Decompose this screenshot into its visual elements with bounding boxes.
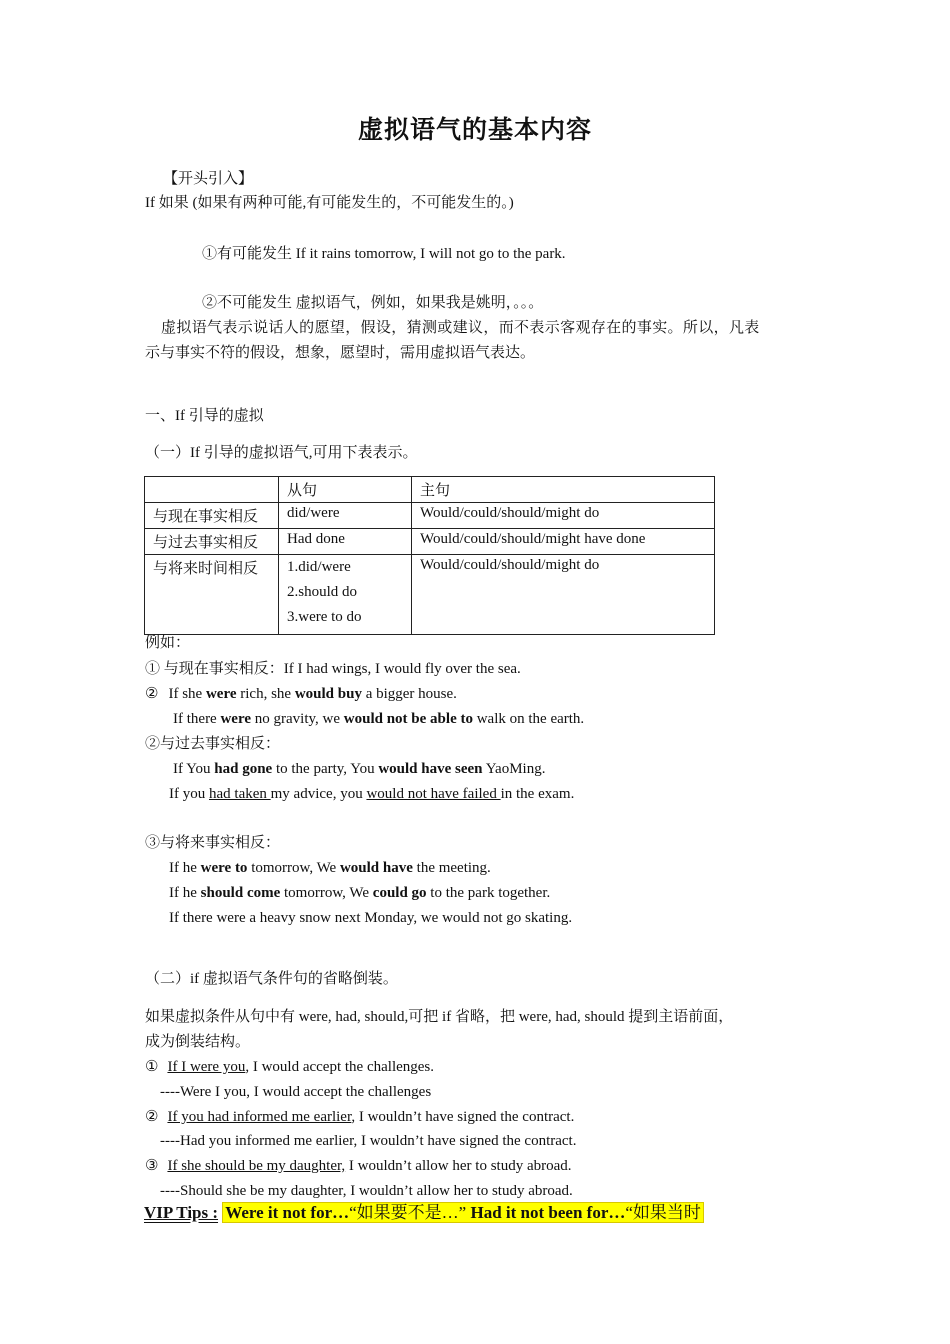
example-8: If there were a heavy snow next Monday, we would not go skating. [169, 910, 573, 926]
table-cell-main: Would/could/should/might do [412, 555, 715, 635]
text-run: , I wouldn’t have signed the contract. [351, 1109, 575, 1125]
vip-tips [144, 1202, 704, 1224]
example-6 [169, 859, 491, 877]
item-number: ② [145, 1109, 159, 1125]
example-7 [169, 884, 550, 902]
text-run: rich, she [236, 686, 295, 702]
text-run: in the exam. [500, 786, 575, 802]
page-title: 虚拟语气的基本内容 [357, 117, 592, 144]
future-heading: ③与将来事实相反： [145, 835, 281, 851]
example-4 [173, 760, 545, 778]
past-heading: ②与过去事实相反： [145, 736, 281, 752]
text-run: “如果要不是…” [349, 1203, 471, 1222]
table-cell-clause: did/were [279, 503, 412, 529]
underlined-run: had taken [209, 786, 271, 802]
bold-run: could go [372, 885, 427, 901]
inversion-result-2: ----Had you informed me earlier, I wouldn’t have signed the contract. [160, 1133, 577, 1149]
text-run: If there [173, 711, 221, 727]
section2-desc-line1: 如果虚拟条件从句中有 were, had, should,可把 if 省略，把 were, had, should 提到主语前面， [145, 1009, 734, 1025]
intro-heading: 【开头引入】 [163, 171, 254, 187]
bold-run: Had it not been for… [470, 1203, 626, 1222]
vip-tips-highlight [222, 1202, 704, 1223]
table-cell-clause: Had done [279, 529, 412, 555]
clause-option: 2.should do [287, 584, 358, 600]
text-run: a bigger house. [361, 686, 457, 702]
inversion-result-1: ----Were I you, I would accept the challenges [160, 1084, 432, 1100]
table-cell-clause [279, 555, 412, 635]
table-cell-main: Would/could/should/might do [412, 503, 715, 529]
table-header-cell: 从句 [279, 477, 412, 503]
intro-if-line: If 如果 (如果有两种可能,有可能发生的，不可能发生的。) [145, 195, 514, 211]
table-cell-type: 与过去事实相反 [145, 529, 279, 555]
text-run: walk on the earth. [472, 711, 585, 727]
text-run: , I would accept the challenges. [245, 1059, 435, 1075]
bold-run: should come [200, 885, 281, 901]
inversion-result-3: ----Should she be my daughter, I wouldn’t allow her to study abroad. [160, 1183, 573, 1199]
text-run: to the park together. [426, 885, 551, 901]
section1-sub-heading: （一）If 引导的虚拟语气,可用下表表示。 [145, 445, 418, 461]
bold-run: would have seen [378, 761, 483, 777]
bold-run: Were it not for… [225, 1203, 350, 1222]
bold-run: would not be able to [343, 711, 473, 727]
example-number: ② [145, 686, 159, 702]
table-row [145, 529, 715, 555]
intro-paragraph-line2: 示与事实不符的假设，想象，愿望时，需用虚拟语气表达。 [145, 345, 536, 361]
conditional-table [144, 476, 715, 635]
text-run: If he [169, 885, 201, 901]
table-row [145, 503, 715, 529]
underlined-run: If she should be my daughter, [167, 1158, 346, 1174]
table-header-row [145, 477, 715, 503]
text-run: “如果当时 [625, 1203, 701, 1222]
example-2 [145, 685, 457, 703]
table-cell-type: 与现在事实相反 [145, 503, 279, 529]
bold-run: were [205, 686, 237, 702]
intro-paragraph-line1: 虚拟语气表示说话人的愿望，假设，猜测或建议，而不表示客观存在的事实。所以，凡表 [161, 320, 760, 336]
example-1: ① 与现在事实相反：If I had wings, I would fly over the sea. [145, 661, 521, 677]
table-header-cell: 主句 [412, 477, 715, 503]
text-run: my advice, you [270, 786, 367, 802]
section2-heading: （二）if 虚拟语气条件句的省略倒装。 [145, 971, 398, 987]
text-run: YaoMing. [482, 761, 546, 777]
inversion-item-2 [145, 1108, 574, 1126]
text-run: tomorrow, We [247, 860, 340, 876]
intro-possible: ①有可能发生 If it rains tomorrow, I will not go to the park. [202, 246, 566, 262]
text-run: If she [168, 686, 206, 702]
intro-impossible: ②不可能发生 虚拟语气，例如，如果我是姚明，。。。 [202, 295, 544, 311]
text-run: If he [169, 860, 201, 876]
inversion-item-3 [145, 1157, 572, 1175]
underlined-run: If I were you [167, 1059, 246, 1075]
text-run: I wouldn’t allow her to study abroad. [345, 1158, 572, 1174]
table-header-cell [145, 477, 279, 503]
section1-heading: 一、If 引导的虚拟 [145, 408, 264, 424]
text-run: If You [173, 761, 215, 777]
examples-label: 例如： [145, 635, 191, 651]
item-number: ③ [145, 1158, 159, 1174]
bold-run: had gone [214, 761, 273, 777]
section2-desc-line2: 成为倒装结构。 [145, 1034, 251, 1050]
underlined-run: would not have failed [366, 786, 501, 802]
table-cell-main: Would/could/should/might have done [412, 529, 715, 555]
bold-run: would buy [294, 686, 362, 702]
example-5 [169, 785, 574, 803]
table-row [145, 555, 715, 635]
inversion-item-1 [145, 1058, 434, 1076]
example-3 [173, 710, 584, 728]
text-run: the meeting. [412, 860, 491, 876]
bold-run: would have [339, 860, 413, 876]
vip-tips-label: VIP Tips : [144, 1203, 219, 1222]
underlined-run: If you had informed me earlier [167, 1109, 352, 1125]
bold-run: were [220, 711, 252, 727]
bold-run: were to [200, 860, 248, 876]
item-number: ① [145, 1059, 159, 1075]
text-run: no gravity, we [251, 711, 344, 727]
text-run: If you [169, 786, 209, 802]
text-run: tomorrow, We [280, 885, 373, 901]
clause-option: 1.did/were [287, 559, 351, 575]
clause-option: 3.were to do [287, 609, 362, 625]
text-run: to the party, You [272, 761, 379, 777]
table-cell-type: 与将来时间相反 [145, 555, 279, 635]
